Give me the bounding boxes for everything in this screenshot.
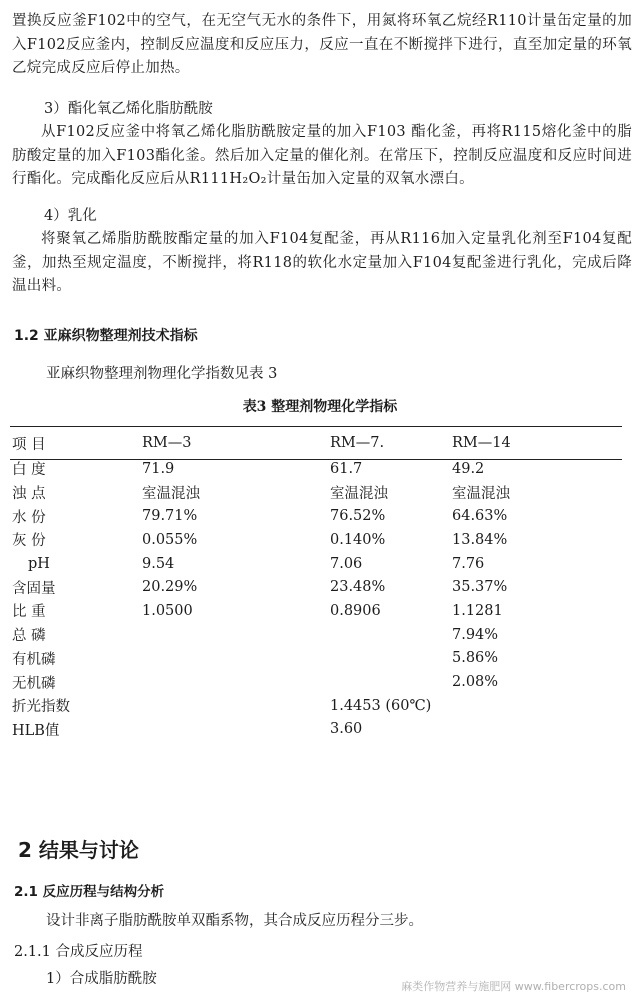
- row-label-cell: 折光指数: [12, 699, 70, 716]
- table-row: [12, 694, 622, 718]
- row-label-cell: 灰 份: [12, 533, 46, 550]
- section-2-1-text: 设计非离子脂肪酰胺单双酯系物，其合成反应历程分三步。: [46, 913, 423, 929]
- value-cell: 2.08%: [452, 674, 499, 691]
- value-cell: 室温混浊: [330, 486, 388, 503]
- table-row: [12, 481, 622, 505]
- value-cell: [452, 694, 622, 718]
- value-cell: 13.84%: [452, 531, 508, 548]
- header-rm-14: RM—14: [452, 435, 511, 451]
- step-1-title: 1）合成脂肪酰胺: [46, 971, 157, 987]
- site-watermark: 麻类作物营养与施肥网 www.fibercrops.com: [401, 980, 626, 993]
- value-cell: [142, 694, 330, 718]
- step-3-title: 3）酯化氧乙烯化脂肪酰胺: [44, 101, 213, 117]
- row-label-cell: HLB值: [12, 722, 60, 739]
- table-row: [12, 457, 622, 481]
- value-cell: [330, 623, 452, 647]
- section-2-1-heading: 2.1 反应历程与结构分析: [14, 884, 165, 900]
- header-rm-3: RM—3: [142, 435, 192, 451]
- table-row: [12, 670, 622, 694]
- table-row: [12, 528, 622, 552]
- value-cell: 1.0500: [142, 602, 193, 619]
- table-row: [12, 575, 622, 599]
- table-row: [12, 599, 622, 623]
- table-top-rule: [10, 426, 622, 427]
- value-cell: 室温混浊: [452, 486, 510, 503]
- row-label-cell: 浊 点: [12, 486, 46, 503]
- value-cell: [330, 647, 452, 671]
- value-cell: 室温混浊: [142, 486, 200, 503]
- table-row: [12, 623, 622, 647]
- value-cell: 35.37%: [452, 579, 508, 596]
- section-1-2-intro: 亚麻织物整理剂物理化学指数见表 3: [46, 366, 278, 382]
- value-cell: 0.055%: [142, 531, 198, 548]
- paragraph-reaction-ethoxylation: 置换反应釜F102中的空气，在无空气无水的条件下，用氮将环氧乙烷经R110计量缶定量的加入F102反应釜内，控制反应温度和反应压力，反应一直在不断搅拌下进行，直至加定量的环氧乙烷完成反应后停止加热。: [12, 13, 632, 76]
- row-label-cell: 白 度: [12, 462, 46, 479]
- header-rm-7: RM—7.: [330, 435, 385, 451]
- value-cell: 61.7: [330, 460, 363, 477]
- value-cell: 49.2: [452, 460, 485, 477]
- value-cell: 71.9: [142, 460, 175, 477]
- row-label-cell: 有机磷: [12, 651, 56, 668]
- value-cell: 7.06: [330, 555, 363, 572]
- value-cell: [452, 718, 622, 742]
- value-cell: 23.48%: [330, 579, 386, 596]
- header-item: 项 目: [12, 436, 46, 453]
- value-cell: 7.94%: [452, 626, 499, 643]
- value-cell: 64.63%: [452, 508, 508, 525]
- section-2-heading: 2 结果与讨论: [18, 838, 139, 862]
- table-row: [12, 504, 622, 528]
- row-label-cell: pH: [28, 555, 50, 572]
- value-cell: [142, 670, 330, 694]
- section-1-2-heading: 1.2 亚麻织物整理剂技术指标: [14, 328, 198, 344]
- physchem-table: [12, 429, 622, 741]
- paragraph-esterification: 从F102反应釜中将氧乙烯化脂肪酰胺定量的加入F103 酯化釜，再将R115熔化釜中的脂肪酸定量的加入F103酯化釜。然后加入定量的催化剂。在常压下，控制反应温度和反应时间进行酯化。完成酯化反应后从R111H₂O₂计量缶加入定量的双氧水漂白。: [12, 124, 632, 187]
- value-cell: 5.86%: [452, 650, 499, 667]
- row-label-cell: 总 磷: [12, 628, 46, 645]
- value-cell: 9.54: [142, 555, 175, 572]
- value-cell: 76.52%: [330, 508, 386, 525]
- table-row: [12, 647, 622, 671]
- value-cell: [142, 718, 330, 742]
- table-row: [12, 718, 622, 742]
- table-caption: 表3 整理剂物理化学指标: [242, 399, 398, 415]
- row-label-cell: 含固量: [12, 580, 56, 597]
- value-cell: [142, 623, 330, 647]
- value-cell: 79.71%: [142, 508, 198, 525]
- value-cell: 7.76: [452, 555, 485, 572]
- table-row: [12, 552, 622, 576]
- value-cell: [142, 647, 330, 671]
- value-cell: 1.4453 (60℃): [330, 697, 432, 714]
- row-label-cell: 无机磷: [12, 675, 56, 692]
- paragraph-emulsification: 将聚氧乙烯脂肪酰胺酯定量的加入F104复配釜，再从R116加入定量乳化剂至F104复配釜，加热至规定温度，不断搅拌，将R118的软化水定量加入F104复配釜进行乳化，完成后降温出料。: [12, 231, 632, 294]
- value-cell: [330, 670, 452, 694]
- row-label-cell: 比 重: [12, 604, 46, 621]
- value-cell: 20.29%: [142, 579, 198, 596]
- value-cell: 3.60: [330, 721, 363, 738]
- section-2-1-1-heading: 2.1.1 合成反应历程: [14, 944, 143, 960]
- value-cell: 0.8906: [330, 602, 381, 619]
- value-cell: 0.140%: [330, 531, 386, 548]
- table-header-row: [12, 429, 622, 457]
- row-label-cell: 水 份: [12, 509, 46, 526]
- value-cell: 1.1281: [452, 602, 503, 619]
- step-4-title: 4）乳化: [44, 208, 97, 224]
